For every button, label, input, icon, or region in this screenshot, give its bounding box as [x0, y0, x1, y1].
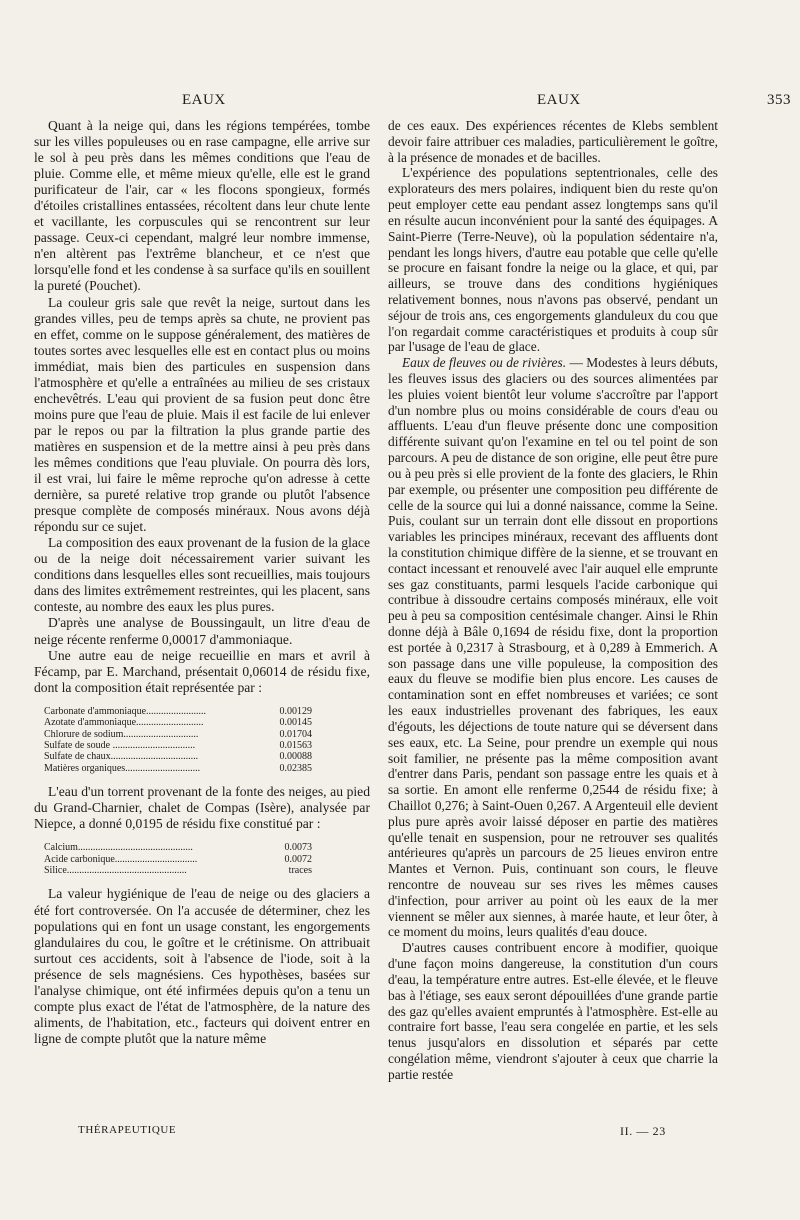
table-label: Calcium..............................................: [44, 842, 193, 854]
table-label: Chlorure de sodium..............................: [44, 728, 199, 740]
paragraph: La valeur hygiénique de l'eau de neige ou des glaciers a été fort controversée. On l'a accusée de déterminer, chez les populations qui en font un usage constant, les engorgements glandulaires du cou, le goître et le crétinisme. On attribuait surtout ces accidents, soit à l'absence de l'iode, soit à la présence de sels magnésiens. Ces hypothèses, basées sur l'analyse chimique, ont été infirmées depuis qu'on a tenu un compte plus exact de l'état de l'atmosphère, de la nature des aliments, de l'habitation, etc., facteurs qui doivent entrer en ligne de compte plutôt que la nature même: [34, 886, 370, 1046]
table-value: 0.02385: [279, 762, 312, 774]
table-row: [44, 706, 312, 717]
table-row: [44, 763, 312, 774]
table-value: 0.00088: [279, 751, 312, 763]
table-value: 0.01704: [279, 728, 312, 740]
table-label: Carbonate d'ammoniaque........................: [44, 705, 207, 717]
table-label: Sulfate de chaux...................................: [44, 751, 199, 763]
paragraph: La composition des eaux provenant de la fusion de la glace ou de la neige doit nécessairement varier suivant les conditions dans lesquelles elles sont recueillies, mais toujours dans des limites extrêmement restreintes, qui les placent, sans conteste, au nombre des eaux les plus pures.: [34, 535, 371, 615]
table-row: [44, 717, 312, 728]
table-row: [44, 729, 312, 740]
footer-signature-left: THÉRAPEUTIQUE: [78, 1124, 177, 1136]
running-head-right: EAUX: [537, 92, 581, 108]
paragraph: D'après une analyse de Boussingault, un litre d'eau de neige récente renferme 0,00017 d'ammoniaque.: [34, 615, 370, 647]
table-value: 0.0073: [284, 842, 312, 854]
table-label: Sulfate de soude .................................: [44, 739, 196, 751]
table-label: Acide carbonique.................................: [44, 853, 198, 865]
composition-table-torrent: [44, 842, 370, 876]
paragraph: L'expérience des populations septentrionales, celle des explorateurs des mers polaires, indiquent bien du reste qu'on peut employer cette eau pendant assez longtemps sans qu'il en résulte aucun inconvénient pour la santé des équipages. A Saint-Pierre (Terre-Neuve), où la population sédentaire n'a, pendant les longs hivers, d'autre eau potable que celle qu'elle se procure en faisant fondre la neige ou la glace, et qui, par ailleurs, se trouve dans des conditions hygiéniques relativement bonnes, nous n'avons pas observé, pendant un séjour de trois ans, ces engorgements glanduleux du cou que l'on regardait comme caractéristiques et produits à coup sûr par l'usage de l'eau de glace.: [388, 165, 718, 355]
paragraph: La couleur gris sale que revêt la neige, surtout dans les grandes villes, peu de temps après sa chute, ne provient pas en effet, comme on le suppose généralement, des matières de toutes sortes avec lesquelles elle est en contact plus ou moins immédiat, mais bien des particules en suspension dans l'atmosphère et qu'elle a entraînées au milieu de ses cristaux enchevêtrés. L'eau qui provient de sa fusion peut donc être moins pure que l'eau de pluie. Mais il est facile de lui enlever par le repos ou par la filtration la plus grande partie des matières en suspension et de la mettre ainsi à peu près dans les mêmes conditions que l'eau pluviale. On pourra dès lors, il est vrai, lui faire le même reproche qu'on adresse à cette dernière, sa pureté relative trop grande ou plutôt l'absence presque complète de composés minéraux. Nous avons déjà répondu sur ce sujet.: [34, 294, 370, 535]
section-title: Eaux de fleuves ou de rivières.: [402, 355, 567, 371]
table-label: Azotate d'ammoniaque...........................: [44, 717, 204, 729]
table-value: 0.00129: [279, 705, 312, 717]
composition-table-snow: [44, 706, 370, 774]
table-value: 0.01563: [279, 739, 312, 751]
table-value: 0.0072: [284, 853, 312, 865]
left-column: [34, 118, 370, 1047]
running-head-left: EAUX: [182, 92, 226, 108]
footer-signature-right: II. — 23: [620, 1124, 666, 1138]
table-value: 0.00145: [279, 717, 312, 729]
paragraph: Une autre eau de neige recueillie en mars et avril à Fécamp, par E. Marchand, présentait 0,06014 de résidu fixe, dont la composition était représentée par :: [34, 647, 370, 695]
page-number: 353: [767, 92, 791, 108]
table-row: [44, 842, 312, 853]
right-column: [388, 118, 718, 1083]
paragraph: L'eau d'un torrent provenant de la fonte des neiges, au pied du Grand-Charnier, chalet de Compas (Isère), analysée par Niepce, a donné 0,0195 de résidu fixe constitué par :: [34, 784, 370, 832]
paragraph: D'autres causes contribuent encore à modifier, quoique d'une façon moins dangereuse, la constitution d'un cours d'eau, la température entre autres. Est-elle élevée, et le fleuve bas à l'étiage, ses eaux seront dépouillées d'une grande partie des gaz qu'elles avaient empruntés à l'atmosphère. Est-elle au contraire fort basse, l'eau sera congelée en partie, et les sels tenus jusqu'alors en dissolution et séparés par cette congélation même, viendront s'ajouter à ceux que charrie la partie restée: [388, 940, 718, 1082]
paragraph: de ces eaux. Des expériences récentes de Klebs semblent devoir faire attribuer ces maladies, particulièrement le goître, à la présence de monades et de bacilles.: [388, 118, 718, 165]
table-row: [44, 751, 312, 762]
paragraph-rivers: [388, 355, 718, 940]
table-row: [44, 865, 312, 876]
table-value: traces: [288, 865, 312, 877]
table-row: [44, 854, 312, 865]
table-row: [44, 740, 312, 751]
paragraph-text: — Modestes à leurs débuts, les fleuves issus des glaciers ou des sources alimentées par les pluies voient bientôt leur volume s'accroître par l'apport d'un nombre plus ou moins considérable de cours d'eau ou affluents. L'eau d'un fleuve présente donc une composition différente suivant qu'on l'examine en tel ou tel point de son parcours. A peu de distance de son origine, elle peut être pure ou à peu près si elle provient de la fonte des glaciers, le Rhin par exemple, ou présenter une composition peu différente de celle de la source qui lui a donné naissance, comme la Seine. Puis, coulant sur un terrain dont elle dissout en proportions variables les principes minéraux, recevant des affluents dont la constitution chimique diffère de la sienne, et se trouvant en contact incessant et renouvelé avec l'air auquel elle emprunte ses gaz constituants, parmi lesquels l'acide carbonique qui contribue à dissoudre certains composés minéraux, elle voit peu à peu sa composition centésimale changer. Ainsi le Rhin donne déjà à Bâle 0,1694 de résidu fixe, dont la proportion est portée à 0,2317 à Strasbourg, et à 0,289 à Emmerich. A son passage dans une ville populeuse, la composition des eaux du fleuve se modifie bien plus encore. Les causes de contamination sont en effet nombreuses et variées; ce sont les eaux industrielles provenant des fabriques, les eaux d'égouts, les déjections de toute nature qui se déversent dans ses eaux, etc. La Seine, pour prendre un exemple qui nous soit familier, ne présente pas la même composition avant d'entrer dans Paris, pendant son passage entre les quais et à sa sortie. En amont elle renferme 0,2544 de résidu fixe; à Chaillot 0,276; à Saint-Ouen 0,267. A Argenteuil elle devient plus pure après avoir laissé déposer en partie des matières qu'elle tenait en suspension, pour ne retrouver ses qualités antérieures qu'après un parcours de 25 lieues environ entre Mantes et Vernon. Puis, continuant son cours, le fleuve rencontre de nouveau sur ses rives les mêmes causes d'infection, pour arriver au point où les eaux de la mer viennent se mêler aux siennes, à marée haute, et leur ôter, à ce moment du moins, leurs qualités d'eau douce.: [388, 355, 718, 940]
paragraph: Quant à la neige qui, dans les régions tempérées, tombe sur les villes populeuses ou en rase campagne, elle arrive sur le sol à peu près dans les mêmes conditions que l'eau de pluie. Comme elle, et même mieux qu'elle, elle est le grand purificateur de l'air, car « les flocons spongieux, formés d'étoiles cristallines entassées, récoltent dans leur chute lente et vacillante, les corpuscules qui se rencontrent sur leur passage. Ceux-ci cependant, malgré leur nombre immense, n'en altèrent pas l'extrême blancheur, et ce n'est que lorsqu'elle fond et les condense à sa surface qu'ils en souillent la pureté (Pouchet).: [34, 118, 370, 294]
table-label: Silice................................................: [44, 865, 187, 877]
table-label: Matières organiques..............................: [44, 762, 201, 774]
